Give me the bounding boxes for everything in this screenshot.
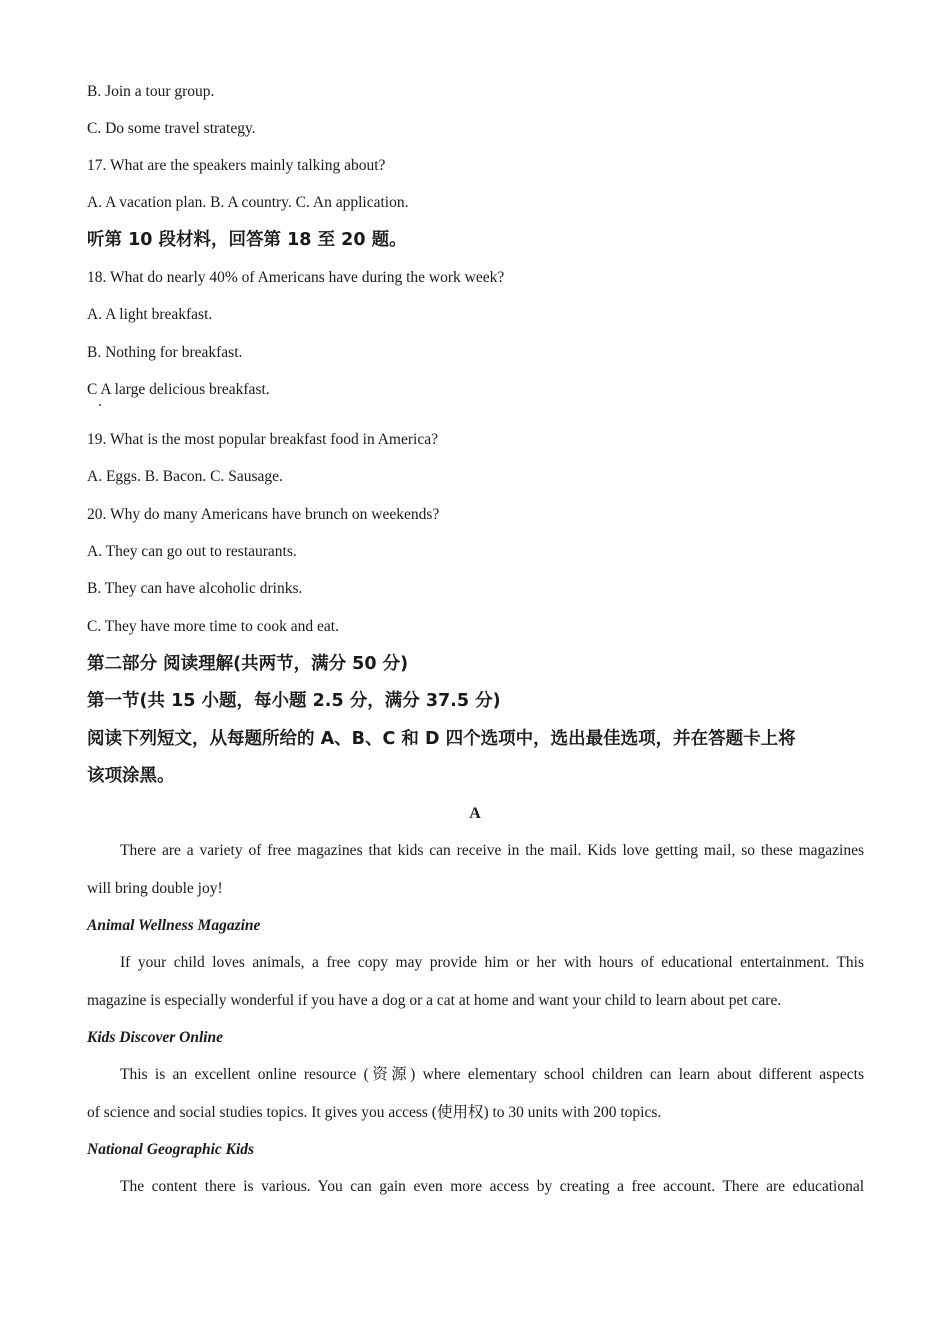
- q17-options: A. A vacation plan. B. A country. C. An application.: [87, 194, 409, 211]
- q20-option-c: C. They have more time to cook and eat.: [87, 618, 339, 635]
- intro-paragraph: [87, 832, 864, 907]
- magazine-3-title: National Geographic Kids: [87, 1141, 255, 1158]
- magazine-3-paragraph: [87, 1168, 864, 1206]
- part2-heading: 第二部分 阅读理解(共两节，满分 50 分): [87, 654, 409, 674]
- magazine-1-line-2: magazine is especially wonderful if you have a dog or a cat at home and want your child to learn about pet care.: [87, 991, 782, 1009]
- q18-option-a: A. A light breakfast.: [87, 306, 213, 323]
- magazine-1-title: Animal Wellness Magazine: [87, 917, 261, 934]
- magazine-3-line-1: The content there is various. You can gain even more access by creating a free account. There are educational: [120, 1178, 864, 1195]
- q20-option-a: A. They can go out to restaurants.: [87, 543, 297, 560]
- section-10-heading: 听第 10 段材料，回答第 18 至 20 题。: [87, 230, 407, 250]
- instructions-line-1: 阅读下列短文，从每题所给的 A、B、C 和 D 四个选项中，选出最佳选项，并在答题卡上将: [87, 729, 796, 749]
- section1-heading: 第一节(共 15 小题，每小题 2.5 分，满分 37.5 分): [87, 691, 501, 711]
- q17-question: 17. What are the speakers mainly talking about?: [87, 157, 386, 174]
- intro-line-1: There are a variety of free magazines that kids can receive in the mail. Kids love getting mail, so these magazines: [120, 842, 864, 859]
- q19-options: A. Eggs. B. Bacon. C. Sausage.: [87, 468, 283, 485]
- q18-option-b: B. Nothing for breakfast.: [87, 344, 243, 361]
- q20-option-b: B. They can have alcoholic drinks.: [87, 580, 303, 597]
- q19-question: 19. What is the most popular breakfast food in America?: [87, 431, 438, 448]
- magazine-2-line-1: This is an excellent online resource (资源) where elementary school children can learn about different aspects: [120, 1066, 864, 1083]
- q16-option-c: C. Do some travel strategy.: [87, 120, 256, 137]
- q18-question: 18. What do nearly 40% of Americans have during the work week?: [87, 269, 505, 286]
- magazine-1-line-1: If your child loves animals, a free copy may provide him or her with hours of educational entertainment. This: [120, 954, 864, 971]
- instructions-line-2: 该项涂黑。: [87, 766, 175, 786]
- magazine-2-line-2: of science and social studies topics. It gives you access (使用权) to 30 units with 200 topics.: [87, 1103, 662, 1121]
- magazine-1-paragraph: [87, 944, 864, 1019]
- magazine-2-title: Kids Discover Online: [87, 1029, 224, 1046]
- q16-option-b: B. Join a tour group.: [87, 83, 215, 100]
- passage-label: A: [469, 805, 481, 822]
- q20-question: 20. Why do many Americans have brunch on weekends?: [87, 506, 440, 523]
- q18-option-c: C A large delicious breakfast.: [87, 381, 270, 398]
- magazine-2-paragraph: [87, 1056, 864, 1131]
- intro-line-2: will bring double joy!: [87, 879, 223, 897]
- stray-dot-mark: [99, 404, 101, 406]
